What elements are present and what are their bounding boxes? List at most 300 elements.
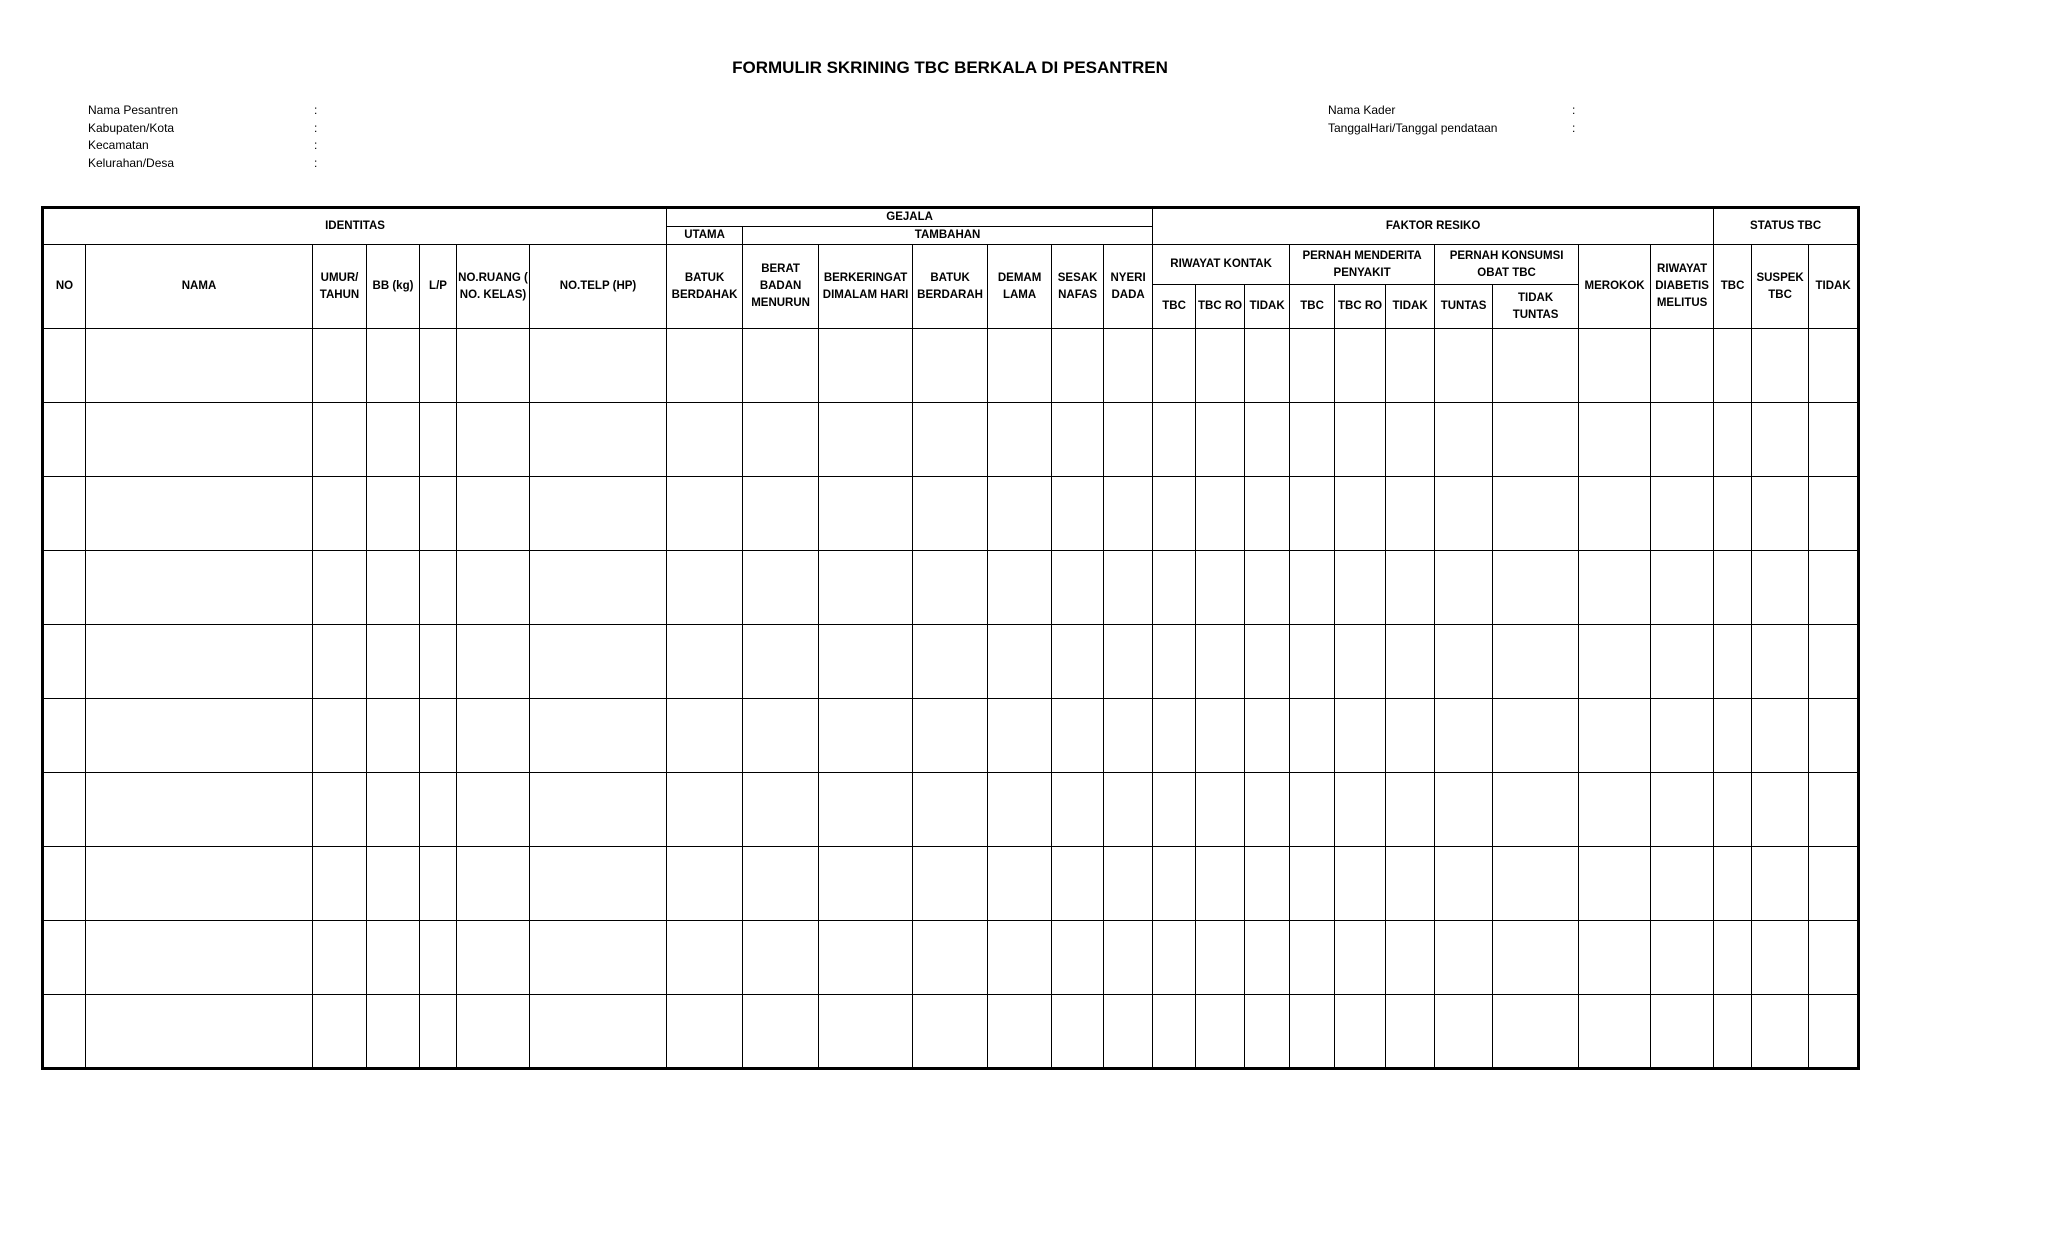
- table-cell[interactable]: [420, 921, 457, 995]
- table-cell[interactable]: [819, 625, 913, 699]
- table-cell[interactable]: [420, 551, 457, 625]
- table-cell[interactable]: [1196, 847, 1245, 921]
- table-cell[interactable]: [1104, 847, 1153, 921]
- table-cell[interactable]: [913, 551, 988, 625]
- table-cell[interactable]: [1196, 329, 1245, 403]
- table-cell[interactable]: [1493, 921, 1579, 995]
- table-cell[interactable]: [420, 847, 457, 921]
- table-cell[interactable]: [819, 847, 913, 921]
- table-cell[interactable]: [1153, 625, 1196, 699]
- table-cell[interactable]: [1809, 625, 1859, 699]
- table-cell[interactable]: [1714, 847, 1752, 921]
- table-cell[interactable]: [743, 773, 819, 847]
- field-colon: :: [314, 120, 318, 135]
- table-row: [43, 551, 1859, 625]
- table-cell[interactable]: [1386, 477, 1435, 551]
- field-colon: :: [1572, 120, 1576, 135]
- table-cell[interactable]: [457, 995, 530, 1069]
- table-cell[interactable]: [1435, 847, 1493, 921]
- table-cell[interactable]: [1435, 551, 1493, 625]
- table-cell[interactable]: [420, 995, 457, 1069]
- table-cell[interactable]: [1196, 477, 1245, 551]
- table-cell[interactable]: [313, 625, 367, 699]
- table-cell[interactable]: [1579, 403, 1651, 477]
- table-cell[interactable]: [86, 403, 313, 477]
- table-cell[interactable]: [457, 847, 530, 921]
- table-cell[interactable]: [367, 551, 420, 625]
- table-cell[interactable]: [743, 699, 819, 773]
- table-cell[interactable]: [1335, 699, 1386, 773]
- table-cell[interactable]: [1493, 625, 1579, 699]
- table-cell[interactable]: [1245, 477, 1290, 551]
- table-cell[interactable]: [1290, 921, 1335, 995]
- table-cell[interactable]: [1435, 329, 1493, 403]
- table-cell[interactable]: [313, 477, 367, 551]
- table-cell[interactable]: [819, 329, 913, 403]
- table-cell[interactable]: [913, 847, 988, 921]
- table-cell[interactable]: [1493, 477, 1579, 551]
- table-cell[interactable]: [819, 551, 913, 625]
- table-cell[interactable]: [313, 551, 367, 625]
- table-cell[interactable]: [1153, 551, 1196, 625]
- table-cell[interactable]: [913, 699, 988, 773]
- table-cell[interactable]: [1245, 551, 1290, 625]
- table-cell[interactable]: [667, 403, 743, 477]
- table-cell[interactable]: [1435, 403, 1493, 477]
- table-cell[interactable]: [1104, 551, 1153, 625]
- table-cell[interactable]: [1809, 329, 1859, 403]
- table-cell[interactable]: [667, 477, 743, 551]
- table-cell[interactable]: [1104, 329, 1153, 403]
- table-cell[interactable]: [1386, 551, 1435, 625]
- table-cell[interactable]: [457, 329, 530, 403]
- table-cell[interactable]: [1153, 699, 1196, 773]
- table-cell[interactable]: [1245, 699, 1290, 773]
- table-cell[interactable]: [420, 329, 457, 403]
- table-cell[interactable]: [1052, 403, 1104, 477]
- field-label: Nama Pesantren: [88, 103, 179, 117]
- table-cell[interactable]: [913, 995, 988, 1069]
- table-cell[interactable]: [1335, 773, 1386, 847]
- table-cell[interactable]: [43, 773, 86, 847]
- table-cell[interactable]: [913, 773, 988, 847]
- table-cell[interactable]: [1809, 403, 1859, 477]
- table-cell[interactable]: [1579, 995, 1651, 1069]
- table-cell[interactable]: [1714, 329, 1752, 403]
- table-cell[interactable]: [1386, 329, 1435, 403]
- col-bb: BB (kg): [367, 245, 420, 329]
- table-cell[interactable]: [1290, 403, 1335, 477]
- kecamatan-field: [88, 137, 348, 155]
- table-cell[interactable]: [1386, 847, 1435, 921]
- table-cell[interactable]: [743, 551, 819, 625]
- table-cell[interactable]: [1809, 699, 1859, 773]
- table-cell[interactable]: [1386, 403, 1435, 477]
- col-batuk-berdahak: BATUK BERDAHAK: [667, 245, 743, 329]
- table-cell[interactable]: [913, 403, 988, 477]
- table-cell[interactable]: [1052, 625, 1104, 699]
- col-diabetis: RIWAYAT DIABETIS MELITUS: [1651, 245, 1714, 329]
- table-cell[interactable]: [1196, 921, 1245, 995]
- table-cell[interactable]: [420, 773, 457, 847]
- table-cell[interactable]: [1153, 773, 1196, 847]
- table-cell[interactable]: [667, 551, 743, 625]
- table-cell[interactable]: [1714, 477, 1752, 551]
- table-cell[interactable]: [1290, 329, 1335, 403]
- table-cell[interactable]: [1651, 921, 1714, 995]
- table-cell[interactable]: [1052, 995, 1104, 1069]
- table-cell[interactable]: [367, 477, 420, 551]
- table-cell[interactable]: [819, 403, 913, 477]
- table-cell[interactable]: [1752, 995, 1809, 1069]
- table-cell[interactable]: [43, 699, 86, 773]
- table-cell[interactable]: [1386, 699, 1435, 773]
- table-cell[interactable]: [1435, 995, 1493, 1069]
- table-cell[interactable]: [1493, 847, 1579, 921]
- table-cell[interactable]: [1153, 329, 1196, 403]
- table-cell[interactable]: [1335, 847, 1386, 921]
- table-cell[interactable]: [988, 921, 1052, 995]
- table-cell[interactable]: [86, 625, 313, 699]
- table-cell[interactable]: [913, 921, 988, 995]
- table-cell[interactable]: [1153, 995, 1196, 1069]
- table-cell[interactable]: [988, 477, 1052, 551]
- table-cell[interactable]: [420, 699, 457, 773]
- table-cell[interactable]: [367, 847, 420, 921]
- table-cell[interactable]: [667, 329, 743, 403]
- table-cell[interactable]: [1651, 699, 1714, 773]
- table-cell[interactable]: [1651, 625, 1714, 699]
- table-cell[interactable]: [819, 773, 913, 847]
- table-cell[interactable]: [1245, 329, 1290, 403]
- table-cell[interactable]: [457, 625, 530, 699]
- field-colon: :: [314, 103, 318, 117]
- table-cell[interactable]: [1809, 477, 1859, 551]
- table-cell[interactable]: [913, 625, 988, 699]
- table-cell[interactable]: [743, 847, 819, 921]
- table-cell[interactable]: [1052, 477, 1104, 551]
- table-cell[interactable]: [1493, 329, 1579, 403]
- table-cell[interactable]: [367, 773, 420, 847]
- table-cell[interactable]: [988, 403, 1052, 477]
- table-cell[interactable]: [530, 403, 667, 477]
- col-telp: NO.TELP (HP): [530, 245, 667, 329]
- table-cell[interactable]: [1245, 773, 1290, 847]
- table-cell[interactable]: [530, 773, 667, 847]
- status-tbc-header: STATUS TBC: [1714, 208, 1859, 245]
- table-cell[interactable]: [1290, 773, 1335, 847]
- pernah-menderita-header: PERNAH MENDERITA PENYAKIT: [1290, 245, 1435, 285]
- table-cell[interactable]: [43, 625, 86, 699]
- table-cell[interactable]: [1052, 847, 1104, 921]
- table-cell[interactable]: [1714, 921, 1752, 995]
- field-label: Kecamatan: [88, 138, 149, 152]
- screening-table: [41, 206, 1860, 1070]
- table-cell[interactable]: [913, 329, 988, 403]
- table-cell[interactable]: [43, 477, 86, 551]
- table-cell[interactable]: [667, 625, 743, 699]
- table-cell[interactable]: [43, 551, 86, 625]
- table-cell[interactable]: [530, 625, 667, 699]
- table-cell[interactable]: [530, 995, 667, 1069]
- pernah-konsumsi-header: PERNAH KONSUMSI OBAT TBC: [1435, 245, 1579, 285]
- table-cell[interactable]: [1651, 995, 1714, 1069]
- table-cell[interactable]: [1196, 699, 1245, 773]
- table-cell[interactable]: [86, 847, 313, 921]
- table-cell[interactable]: [1752, 403, 1809, 477]
- table-cell[interactable]: [530, 847, 667, 921]
- table-cell[interactable]: [43, 329, 86, 403]
- table-cell[interactable]: [1579, 551, 1651, 625]
- table-cell[interactable]: [1752, 551, 1809, 625]
- table-cell[interactable]: [1335, 477, 1386, 551]
- table-cell[interactable]: [743, 477, 819, 551]
- riwayat-kontak-header: RIWAYAT KONTAK: [1153, 245, 1290, 285]
- table-cell[interactable]: [43, 921, 86, 995]
- table-cell[interactable]: [367, 403, 420, 477]
- col-nyeri: NYERI DADA: [1104, 245, 1153, 329]
- table-cell[interactable]: [367, 329, 420, 403]
- table-cell[interactable]: [988, 847, 1052, 921]
- table-cell[interactable]: [1245, 403, 1290, 477]
- table-cell[interactable]: [313, 773, 367, 847]
- table-row: [43, 625, 1859, 699]
- table-cell[interactable]: [1579, 477, 1651, 551]
- col-demam: DEMAM LAMA: [988, 245, 1052, 329]
- konsumsi-tidak-tuntas: TIDAK TUNTAS: [1493, 285, 1579, 329]
- field-label: Kelurahan/Desa: [88, 155, 175, 170]
- table-cell[interactable]: [86, 773, 313, 847]
- table-cell[interactable]: [43, 847, 86, 921]
- table-cell[interactable]: [1245, 847, 1290, 921]
- table-cell[interactable]: [913, 477, 988, 551]
- table-cell[interactable]: [1290, 477, 1335, 551]
- table-cell[interactable]: [1714, 551, 1752, 625]
- table-cell[interactable]: [1104, 921, 1153, 995]
- table-cell[interactable]: [530, 329, 667, 403]
- table-cell[interactable]: [1153, 847, 1196, 921]
- table-cell[interactable]: [1435, 921, 1493, 995]
- table-cell[interactable]: [1435, 625, 1493, 699]
- table-cell[interactable]: [1493, 551, 1579, 625]
- table-cell[interactable]: [743, 995, 819, 1069]
- table-cell[interactable]: [86, 551, 313, 625]
- table-cell[interactable]: [1809, 921, 1859, 995]
- table-cell[interactable]: [1386, 773, 1435, 847]
- table-cell[interactable]: [1335, 403, 1386, 477]
- table-cell[interactable]: [1196, 995, 1245, 1069]
- table-cell[interactable]: [43, 403, 86, 477]
- table-cell[interactable]: [1651, 551, 1714, 625]
- table-cell[interactable]: [1196, 625, 1245, 699]
- table-cell[interactable]: [367, 699, 420, 773]
- table-cell[interactable]: [1651, 477, 1714, 551]
- table-cell[interactable]: [1386, 625, 1435, 699]
- table-cell[interactable]: [1153, 921, 1196, 995]
- table-cell[interactable]: [420, 625, 457, 699]
- table-cell[interactable]: [1752, 477, 1809, 551]
- table-cell[interactable]: [1435, 773, 1493, 847]
- table-cell[interactable]: [667, 699, 743, 773]
- table-cell[interactable]: [1579, 329, 1651, 403]
- konsumsi-tuntas: TUNTAS: [1435, 285, 1493, 329]
- table-cell[interactable]: [1290, 625, 1335, 699]
- table-cell[interactable]: [1493, 699, 1579, 773]
- table-cell[interactable]: [86, 477, 313, 551]
- table-cell[interactable]: [1809, 995, 1859, 1069]
- table-cell[interactable]: [1752, 847, 1809, 921]
- table-cell[interactable]: [1714, 773, 1752, 847]
- table-cell[interactable]: [457, 699, 530, 773]
- table-cell[interactable]: [1196, 773, 1245, 847]
- table-cell[interactable]: [530, 921, 667, 995]
- table-cell[interactable]: [457, 921, 530, 995]
- table-cell[interactable]: [819, 699, 913, 773]
- table-cell[interactable]: [988, 551, 1052, 625]
- table-cell[interactable]: [1714, 403, 1752, 477]
- table-cell[interactable]: [1809, 847, 1859, 921]
- table-cell[interactable]: [1651, 329, 1714, 403]
- table-cell[interactable]: [667, 773, 743, 847]
- table-cell[interactable]: [313, 329, 367, 403]
- table-cell[interactable]: [1104, 477, 1153, 551]
- table-cell[interactable]: [420, 477, 457, 551]
- table-cell[interactable]: [819, 477, 913, 551]
- table-cell[interactable]: [743, 403, 819, 477]
- table-cell[interactable]: [1335, 551, 1386, 625]
- table-cell[interactable]: [86, 699, 313, 773]
- table-cell[interactable]: [1104, 699, 1153, 773]
- table-cell[interactable]: [1335, 921, 1386, 995]
- table-cell[interactable]: [457, 773, 530, 847]
- table-cell[interactable]: [1809, 551, 1859, 625]
- table-cell[interactable]: [1752, 921, 1809, 995]
- table-cell[interactable]: [313, 921, 367, 995]
- kabupaten-kota-field: [88, 120, 348, 138]
- table-cell[interactable]: [1579, 847, 1651, 921]
- table-cell[interactable]: [420, 403, 457, 477]
- table-cell[interactable]: [1714, 625, 1752, 699]
- table-cell[interactable]: [1196, 403, 1245, 477]
- table-cell[interactable]: [1052, 699, 1104, 773]
- table-cell[interactable]: [367, 625, 420, 699]
- table-cell[interactable]: [1752, 329, 1809, 403]
- table-cell[interactable]: [457, 403, 530, 477]
- table-cell[interactable]: [667, 921, 743, 995]
- table-cell[interactable]: [1153, 477, 1196, 551]
- table-cell[interactable]: [1335, 625, 1386, 699]
- table-cell[interactable]: [1245, 625, 1290, 699]
- table-cell[interactable]: [1493, 403, 1579, 477]
- table-cell[interactable]: [1752, 699, 1809, 773]
- table-cell[interactable]: [1752, 625, 1809, 699]
- table-cell[interactable]: [743, 921, 819, 995]
- table-cell[interactable]: [86, 329, 313, 403]
- table-cell[interactable]: [1052, 329, 1104, 403]
- table-cell[interactable]: [1714, 699, 1752, 773]
- table-cell[interactable]: [1651, 773, 1714, 847]
- table-cell[interactable]: [43, 995, 86, 1069]
- table-cell[interactable]: [1579, 625, 1651, 699]
- table-cell[interactable]: [1104, 625, 1153, 699]
- table-cell[interactable]: [1335, 329, 1386, 403]
- table-cell[interactable]: [367, 921, 420, 995]
- col-berat-badan: BERAT BADAN MENURUN: [743, 245, 819, 329]
- table-cell[interactable]: [1493, 995, 1579, 1069]
- table-cell[interactable]: [1579, 921, 1651, 995]
- table-cell[interactable]: [1386, 921, 1435, 995]
- table-cell[interactable]: [457, 477, 530, 551]
- table-cell[interactable]: [1104, 995, 1153, 1069]
- table-cell[interactable]: [313, 403, 367, 477]
- table-cell[interactable]: [1752, 773, 1809, 847]
- table-cell[interactable]: [1651, 847, 1714, 921]
- table-cell[interactable]: [988, 329, 1052, 403]
- nama-pesantren-field: [88, 102, 348, 120]
- table-cell[interactable]: [988, 773, 1052, 847]
- table-cell[interactable]: [988, 625, 1052, 699]
- table-cell[interactable]: [530, 551, 667, 625]
- table-cell[interactable]: [1052, 921, 1104, 995]
- col-sesak: SESAK NAFAS: [1052, 245, 1104, 329]
- table-cell[interactable]: [313, 699, 367, 773]
- table-cell[interactable]: [457, 551, 530, 625]
- table-cell[interactable]: [367, 995, 420, 1069]
- table-cell[interactable]: [667, 847, 743, 921]
- table-cell[interactable]: [1435, 699, 1493, 773]
- form-title: FORMULIR SKRINING TBC BERKALA DI PESANTREN: [732, 58, 1168, 77]
- table-cell[interactable]: [1104, 403, 1153, 477]
- table-cell[interactable]: [1052, 773, 1104, 847]
- table-cell[interactable]: [86, 921, 313, 995]
- table-cell[interactable]: [819, 995, 913, 1069]
- table-cell[interactable]: [1290, 847, 1335, 921]
- table-cell[interactable]: [1245, 921, 1290, 995]
- table-cell[interactable]: [1714, 995, 1752, 1069]
- table-cell[interactable]: [1335, 995, 1386, 1069]
- table-cell[interactable]: [86, 995, 313, 1069]
- field-label: Kabupaten/Kota: [88, 120, 175, 135]
- table-cell[interactable]: [988, 699, 1052, 773]
- table-cell[interactable]: [313, 995, 367, 1069]
- table-cell[interactable]: [667, 995, 743, 1069]
- table-cell[interactable]: [1435, 477, 1493, 551]
- table-cell[interactable]: [530, 699, 667, 773]
- table-cell[interactable]: [1579, 773, 1651, 847]
- col-suspek-tbc: SUSPEK TBC: [1752, 245, 1809, 329]
- table-cell[interactable]: [1104, 773, 1153, 847]
- table-cell[interactable]: [1153, 403, 1196, 477]
- table-cell[interactable]: [1290, 551, 1335, 625]
- table-cell[interactable]: [1651, 403, 1714, 477]
- table-cell[interactable]: [1386, 995, 1435, 1069]
- table-cell[interactable]: [530, 477, 667, 551]
- table-cell[interactable]: [743, 625, 819, 699]
- table-cell[interactable]: [313, 847, 367, 921]
- table-cell[interactable]: [1290, 995, 1335, 1069]
- table-cell[interactable]: [988, 995, 1052, 1069]
- table-cell[interactable]: [743, 329, 819, 403]
- tambahan-header: TAMBAHAN: [743, 227, 1153, 245]
- table-cell[interactable]: [1290, 699, 1335, 773]
- table-cell[interactable]: [1245, 995, 1290, 1069]
- table-cell[interactable]: [1196, 551, 1245, 625]
- table-cell[interactable]: [1493, 773, 1579, 847]
- table-cell[interactable]: [1579, 699, 1651, 773]
- table-cell[interactable]: [819, 921, 913, 995]
- table-cell[interactable]: [1052, 551, 1104, 625]
- table-cell[interactable]: [1809, 773, 1859, 847]
